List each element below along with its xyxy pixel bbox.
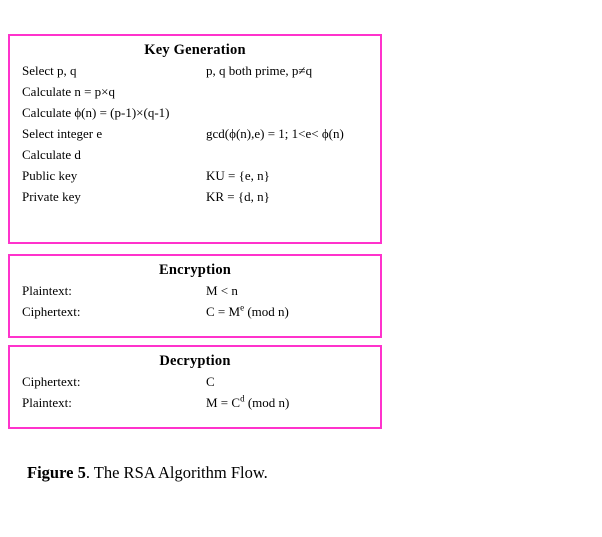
table-row bbox=[10, 304, 380, 325]
row-label: Plaintext: bbox=[22, 395, 72, 410]
figure-caption bbox=[27, 463, 268, 483]
row-value-main: C = M bbox=[206, 304, 241, 319]
table-row bbox=[10, 374, 380, 395]
encryption-box bbox=[8, 254, 382, 338]
table-row bbox=[10, 283, 380, 304]
row-value bbox=[206, 304, 380, 320]
row-value-main: M < n bbox=[206, 283, 238, 298]
row-value: KU = {e, n} bbox=[206, 168, 270, 183]
row-value bbox=[206, 283, 380, 299]
table-row bbox=[10, 63, 380, 84]
row-label: Private key bbox=[22, 189, 81, 204]
row-value-main: M = C bbox=[206, 395, 241, 410]
row-value-exponent: d bbox=[240, 393, 245, 404]
figure-label: Figure 5 bbox=[27, 463, 86, 482]
row-value bbox=[206, 395, 380, 411]
table-row bbox=[10, 84, 380, 105]
table-row bbox=[10, 395, 380, 416]
table-row bbox=[10, 147, 380, 168]
row-label: Calculate ϕ(n) = (p-1)×(q-1) bbox=[22, 105, 170, 120]
decryption-rows bbox=[10, 374, 380, 416]
row-value-tail: (mod n) bbox=[244, 395, 290, 410]
key-generation-rows bbox=[10, 63, 380, 210]
row-label: Ciphertext: bbox=[22, 374, 81, 389]
row-label: Plaintext: bbox=[22, 283, 72, 298]
table-row bbox=[10, 126, 380, 147]
row-value bbox=[206, 374, 380, 390]
decryption-title: Decryption bbox=[159, 353, 231, 369]
table-row bbox=[10, 105, 380, 126]
row-value: KR = {d, n} bbox=[206, 189, 270, 204]
row-value-exponent: e bbox=[240, 302, 245, 313]
row-value-main: C bbox=[206, 374, 215, 389]
key-generation-title: Key Generation bbox=[144, 42, 246, 58]
row-label: Public key bbox=[22, 168, 78, 183]
table-row bbox=[10, 189, 380, 210]
decryption-box bbox=[8, 345, 382, 429]
row-label: Calculate d bbox=[22, 147, 81, 162]
encryption-title: Encryption bbox=[158, 262, 232, 278]
row-label: Calculate n = p×q bbox=[22, 84, 115, 99]
row-value-tail: (mod n) bbox=[244, 304, 289, 319]
row-label: Select integer e bbox=[22, 126, 103, 141]
row-label: Select p, q bbox=[22, 63, 77, 78]
figure-caption-text: . The RSA Algorithm Flow. bbox=[85, 463, 268, 482]
row-value: gcd(ϕ(n),e) = 1; 1<e< ϕ(n) bbox=[206, 126, 344, 141]
row-label: Ciphertext: bbox=[22, 304, 81, 319]
row-value: p, q both prime, p≠q bbox=[206, 63, 313, 78]
key-generation-box bbox=[8, 34, 382, 244]
encryption-rows bbox=[10, 283, 380, 325]
table-row bbox=[10, 168, 380, 189]
